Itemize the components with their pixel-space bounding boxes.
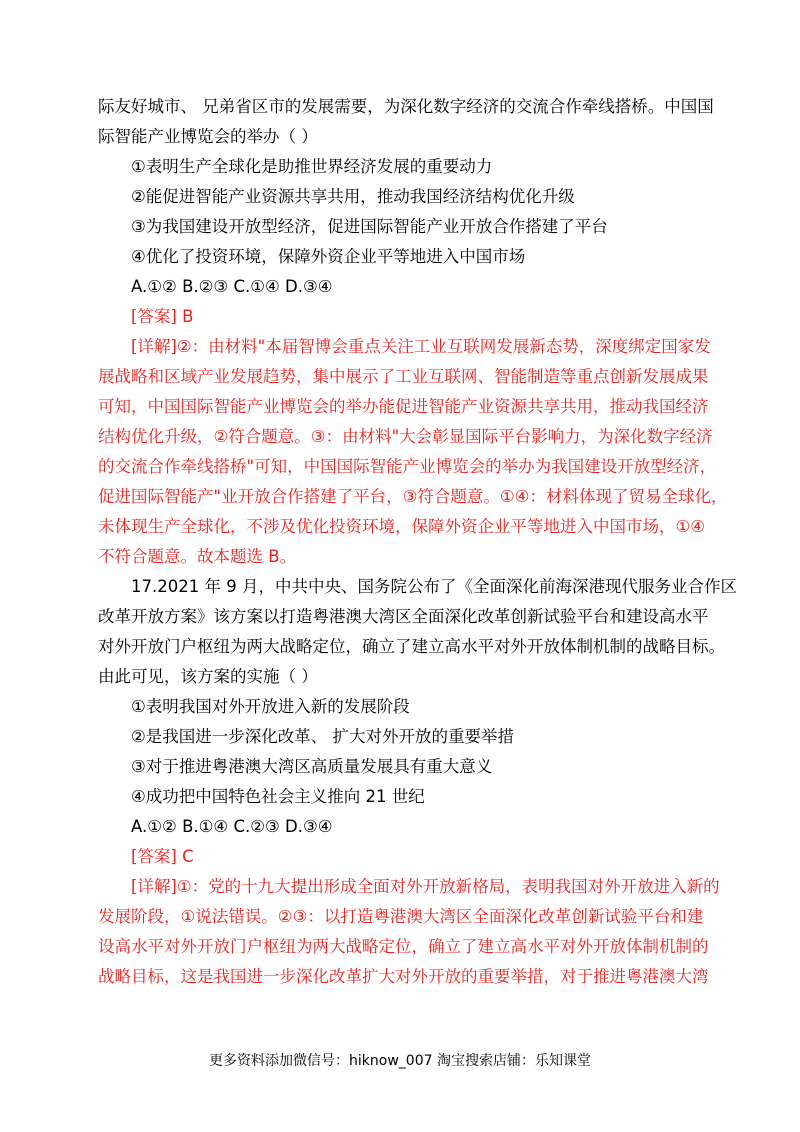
explanation-line: 战略目标，这是我国进一步深化改革扩大对外开放的重要举措，对于推进粤港澳大湾 <box>98 967 709 986</box>
explanation-line: 结构优化升级，②符合题意。③：由材料"大会彰显国际平台影响力，为深化数字经济 <box>98 427 713 446</box>
question-stem-line: 际智能产业博览会的举办（ ） <box>98 127 318 146</box>
option-1: ①表明生产全球化是助推世界经济发展的重要动力 <box>131 157 493 176</box>
question-16 <box>98 92 728 572</box>
explanation-line: 设高水平对外开放门户枢纽为两大战略定位，确立了建立高水平对外开放体制机制的 <box>98 937 709 956</box>
answer-label: [答案] B <box>131 307 194 326</box>
answer-label: [答案] C <box>131 847 194 866</box>
option-4: ④成功把中国特色社会主义推向 21 世纪 <box>131 787 425 806</box>
explanation-line: 发展阶段，①说法错误。②③：以打造粤港澳大湾区全面深化改革创新试验平台和建 <box>98 907 704 926</box>
explanation-line: 未体现生产全球化，不涉及优化投资环境，保障外资企业平等地进入中国市场，①④ <box>98 517 706 536</box>
question-stem-line: 对外开放门户枢纽为两大战略定位，确立了建立高水平对外开放体制机制的战略目标。 <box>98 637 725 656</box>
question-stem-line: 17.2021 年 9 月，中共中央、国务院公布了《全面深化前海深港现代服务业合作区 <box>131 577 737 596</box>
option-2: ②是我国进一步深化改革、 扩大对外开放的重要举措 <box>131 727 515 746</box>
explanation-line: 促进国际智能产"业开放合作搭建了平台，③符合题意。①④：材料体现了贸易全球化， <box>98 487 728 506</box>
option-3: ③对于推进粤港澳大湾区高质量发展具有重大意义 <box>131 757 493 776</box>
option-4: ④优化了投资环境，保障外资企业平等地进入中国市场 <box>131 247 526 266</box>
option-3: ③为我国建设开放型经济，促进国际智能产业开放合作搭建了平台 <box>131 217 608 236</box>
explanation-line: [详解]②：由材料"本届智博会重点关注工业互联网发展新态势，深度绑定国家发 <box>131 337 711 356</box>
question-stem-line: 际友好城市、 兄弟省区市的发展需要，为深化数字经济的交流合作牵线搭桥。中国国 <box>98 97 714 116</box>
answer-choices: A.①② B.①④ C.②③ D.③④ <box>131 817 333 836</box>
explanation-line: 展战略和区域产业发展趋势，集中展示了工业互联网、智能制造等重点创新发展成果 <box>98 367 709 386</box>
question-stem-line: 由此可见，该方案的实施（ ） <box>98 667 318 686</box>
explanation-line: 可知，中国国际智能产业博览会的举办能促进智能产业资源共享共用，推动我国经济 <box>98 397 709 416</box>
answer-choices: A.①② B.②③ C.①④ D.③④ <box>131 277 333 296</box>
document-page <box>98 92 737 992</box>
option-2: ②能促进智能产业资源共享共用，推动我国经济结构优化升级 <box>131 187 575 206</box>
question-stem-line: 改革开放方案》该方案以打造粤港澳大湾区全面深化改革创新试验平台和建设高水平 <box>98 607 709 626</box>
option-1: ①表明我国对外开放进入新的发展阶段 <box>131 697 410 716</box>
question-17 <box>98 572 737 992</box>
explanation-line: 不符合题意。故本题选 B。 <box>98 547 297 566</box>
page-footer: 更多资料添加微信号：hiknow_007 淘宝搜索店铺：乐知课堂 <box>209 1053 591 1069</box>
explanation-line: 的交流合作牵线搭桥"可知，中国国际智能产业博览会的举办为我国建设开放型经济， <box>98 457 717 476</box>
explanation-line: [详解]①：党的十九大提出形成全面对外开放新格局，表明我国对外开放进入新的 <box>131 877 720 896</box>
